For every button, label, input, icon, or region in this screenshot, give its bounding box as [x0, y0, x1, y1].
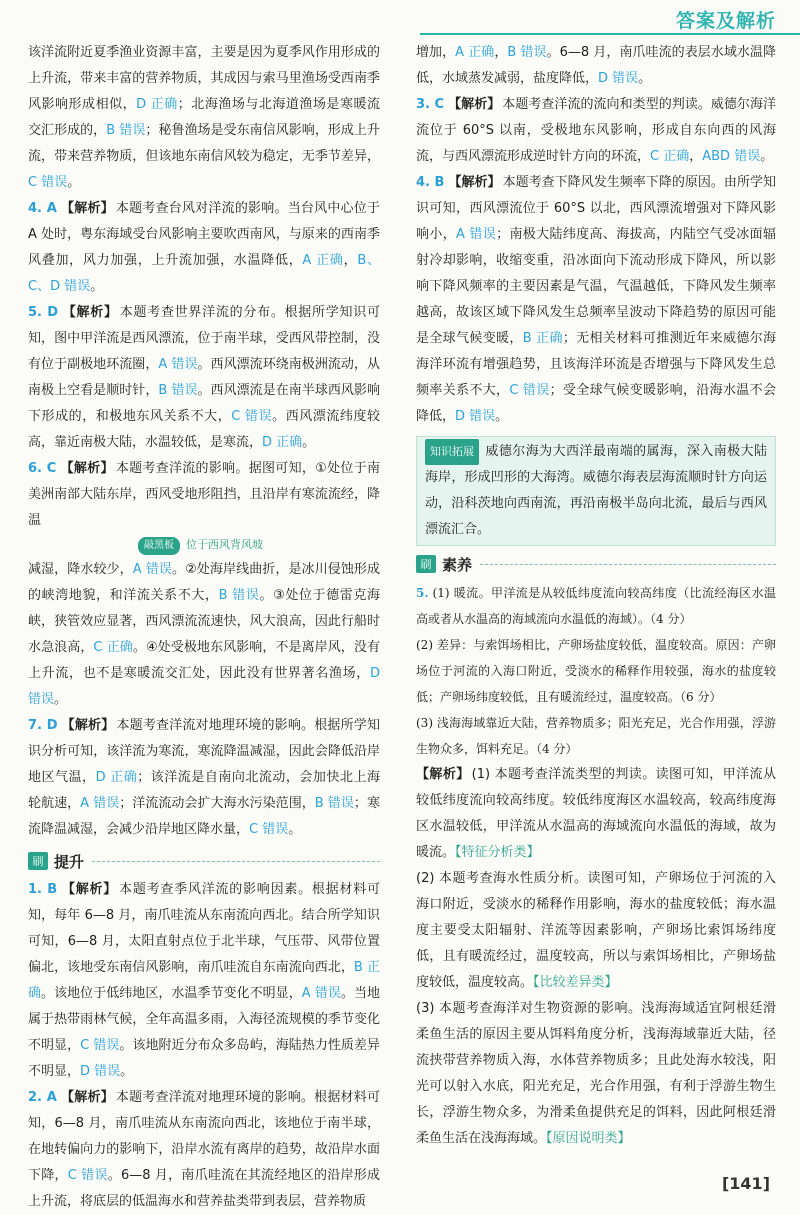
header-title: 答案及解析	[675, 10, 776, 32]
category-tag: 【比较差异类】	[533, 975, 618, 990]
header-rule	[420, 33, 800, 35]
knowledge-box	[416, 436, 776, 546]
answer-item-2-continued: 增加，A 正确，B 错误。6—8 月，南爪哇流的表层水域水温降低，水域蒸发减弱，盐度降低，D 错误。	[416, 45, 776, 86]
answer-item-7: 7. D 【解析】 本题考查洋流对地理环境的影响。根据所学知识分析可知，该洋流为寒流，寒流降温减湿，因此会降低沿岸地区气温，D 正确；该洋流是自南向北流动，会加快北上海轮航速，A 错误；洋流流动会扩大海水污染范围，B 错误；寒流降温减湿，会减少沿岸地区降水量，C 错误。	[28, 718, 380, 837]
section-badge: 刷	[28, 852, 48, 870]
answer-part-1: 5. (1) 暖流。甲洋流是从较低纬度流向较高纬度（比流经海区水温高或者从水温高的海域流向水温低的海域）。（4 分）	[416, 586, 776, 626]
answer-item-4-right: 4. B 【解析】 本题考查下降风发生频率下降的原因。由所学知识可知，西风漂流位于 60°S 以北，西风漂流增强对下降风影响小，A 错误；南极大陆纬度高、海拔高，内陆空气受冰面辐射冷却影响，收缩变重，沿冰面向下流动形成下降风，所以影响下降风频率的主要因素是气温，气温越低，下降风发生频率越高，故该区域下降风发生总频率呈波动下降趋势的原因可能是全球气候变暖，B 正确；无相关材料可推测近年来威德尔海海洋环流有增强趋势，且该海洋环流是否增强与下降风发生总频率关系不大，C 错误；受全球气候变暖影响，沿海水温不会降低，D 错误。	[416, 175, 776, 424]
answer-item-4: 4. A 【解析】 本题考查台风对洋流的影响。当台风中心位于 A 处时，粤东海域受台风影响主要吹西南风，与原来的西南季风叠加，风力加强，上升流加强，水温降低，A 正确，B、C、D 错误。	[28, 201, 380, 294]
answer-item-3: 3. C 【解析】 本题考查洋流的流向和类型的判读。威德尔海洋流位于 60°S 以南，受极地东风影响，形成自东向西的风海流，与西风漂流形成逆时针方向的环流，C 正确，ABD 错误。	[416, 97, 776, 164]
section-title: 提升	[54, 852, 85, 871]
left-column	[28, 40, 380, 1215]
paragraph-continued: 该洋流附近夏季渔业资源丰富，主要是因为夏季风作用形成的上升流，带来丰富的营养物质，其成因与索马里渔场受西南季风影响形成相似，D 正确；北海渔场与北海道渔场是寒暖流交汇形成的，B 错误；秘鲁渔场是受东南信风影响，形成上升流，带来营养物质，但该地东南信风较为稳定，无季节差异，C 错误。	[28, 45, 380, 190]
category-tag: 【特征分析类】	[455, 845, 540, 860]
answer-item-5: 5. D 【解析】 本题考查世界洋流的分布。根据所学知识可知，图中甲洋流是西风漂流，位于南半球，受西风带控制，没有位于副极地环流圈，A 错误。西风漂流环绕南极洲流动，从南极上空看是顺时针，B 错误。西风漂流是在南半球西风影响下形成的，和极地东风关系不大，C 错误。西风漂流纬度较高，靠近南极大陆，水温较低，是寒流，D 正确。	[28, 305, 380, 450]
section-rule	[92, 861, 380, 862]
answer-item-2: 2. A 【解析】 本题考查洋流对地理环境的影响。根据材料可知，6—8 月，南爪哇流从东南流向西北，该地位于南半球，在地转偏向力的影响下，沿岸水流有离岸的趋势，故沿岸水面下降，C 错误。6—8 月，南爪哇流在其流经地区的沿岸形成上升流，将底层的低温海水和营养盐类带到表层，营养物质	[28, 1090, 380, 1209]
knowledge-tag: 知识拓展	[425, 439, 479, 465]
answer-part-3: (3) 浅海海域靠近大陆，营养物质多；阳光充足，光合作用强，浮游生物众多，饵料充足。（4 分）	[416, 716, 776, 756]
explanation-2: (2) 本题考查海水性质分析。读图可知，产卵场位于河流的入海口附近，受淡水的稀释作用影响，海水的盐度较低；海水温度主要受太阳辐射、洋流等因素影响，产卵场比索饵场纬度低，且有暖流经过，温度较高，所以与索饵场相比，产卵场盐度较低，温度较高。【比较差异类】	[416, 871, 776, 990]
margin-note: 敲黑板 位于西风背风坡	[138, 536, 380, 555]
explanation-3: (3) 本题考查海洋对生物资源的影响。浅海海域适宜阿根廷滑柔鱼生活的原因主要从饵料角度分析，浅海海域靠近大陆，径流挟带营养物质入海，水体营养物质多；且此处海水较浅，阳光可以射入水底，阳光充足，光合作用强，有利于浮游生物生长，浮游生物众多，为滑柔鱼提供充足的饵料，因此阿根廷滑柔鱼生活在浅海海域。【原因说明类】	[416, 1001, 776, 1146]
answer-item-6: 6. C 【解析】 本题考查洋流的影响。据图可知，①处位于南美洲南部大陆东岸，西风受地形阻挡，且沿岸有寒流流经，降温	[28, 461, 380, 528]
answer-part-2: (2) 差异：与索饵场相比，产卵场盐度较低，温度较高。原因：产卵场位于河流的入海口附近，受淡水的稀释作用较强，海水的盐度较低；产卵场纬度较低，且有暖流经过，温度较高。（6 分）	[416, 638, 776, 704]
section-title: 素养	[442, 555, 473, 574]
section-heading-literacy	[416, 552, 776, 576]
page-header	[0, 0, 800, 36]
page-number: [141]	[721, 1174, 770, 1193]
section-badge: 刷	[416, 555, 436, 573]
right-column	[416, 40, 776, 1152]
section-rule	[480, 564, 776, 565]
answer-item-6-continued: 减湿，降水较少，A 错误。②处海岸线曲折，是冰川侵蚀形成的峡湾地貌，和洋流关系不大，B 错误。③处位于德雷克海峡，狭管效应显著，西风漂流流速快，风大浪高，因此行船时水急浪高，C 正确。④处受极地东风影响，不是离岸风，没有上升流，也不是寒暖流交汇处，因此没有世界著名渔场，D 错误。	[28, 562, 380, 707]
category-tag: 【原因说明类】	[546, 1131, 631, 1146]
section-heading-improve	[28, 849, 380, 873]
knowledge-text: 威德尔海为大西洋最南端的属海，深入南极大陆海岸，形成凹形的大海湾。威德尔海表层海流顺时针方向运动，沿科茨地向西南流，再沿南极半岛向北流，最后与西风漂流汇合。	[425, 444, 767, 537]
explanation-1: 【解析】 (1) 本题考查洋流类型的判读。读图可知，甲洋流从较低纬度流向较高纬度。较低纬度海区水温较高，较高纬度海区水温较低，甲洋流从水温高的海域流向水温低的海域，故为暖流。【特征分析类】	[416, 767, 776, 860]
answer-item-1: 1. B 【解析】 本题考查季风洋流的影响因素。根据材料可知，每年 6—8 月，南爪哇流从东南流向西北。结合所学知识可知，6—8 月，太阳直射点位于北半球，气压带、风带位置偏北，该地受东南信风影响，南爪哇流自东南流向西北，B 正确。该地位于低纬地区，水温季节变化不明显，A 错误。当地属于热带雨林气候，全年高温多雨，入海径流规模的季节变化不明显，C 错误。该地附近分布众多岛屿，海陆热力性质差异不明显，D 错误。	[28, 882, 380, 1079]
